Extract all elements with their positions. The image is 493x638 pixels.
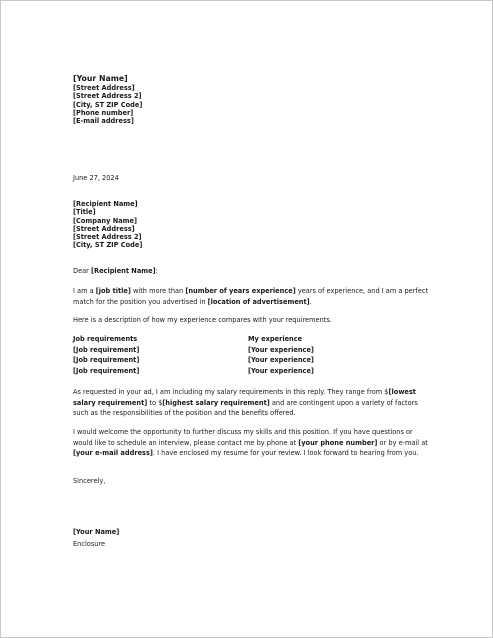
- sender-street[interactable]: [Street Address]: [73, 84, 135, 92]
- para3-text-2: to $: [147, 398, 163, 407]
- header-my-experience: My experience: [248, 335, 303, 343]
- recipient-name[interactable]: [Recipient Name]: [73, 200, 138, 208]
- letter-date[interactable]: June 27, 2024: [73, 174, 119, 182]
- table-row: [73, 345, 433, 356]
- email-field[interactable]: [your e-mail address]: [73, 449, 153, 458]
- paragraph-closing: [73, 427, 433, 459]
- job-requirement-cell[interactable]: [Job requirement]: [73, 367, 140, 376]
- salutation-suffix: :: [155, 267, 158, 275]
- table-row: [73, 355, 433, 366]
- salutation-name[interactable]: [Recipient Name]: [90, 267, 156, 275]
- paragraph-comparison: Here is a description of how my experience compares with your requirements.: [73, 316, 332, 324]
- recipient-title[interactable]: [Title]: [73, 208, 96, 217]
- para1-text-2: with more than: [130, 287, 186, 295]
- salutation: [73, 266, 433, 277]
- closing: Sincerely,: [73, 477, 106, 485]
- table-row: [73, 366, 433, 377]
- years-experience-field[interactable]: [number of years experience]: [185, 287, 296, 295]
- requirements-table: [73, 334, 433, 377]
- experience-cell[interactable]: [Your experience]: [248, 356, 314, 365]
- ad-location-field[interactable]: [location of advertisement]: [207, 297, 310, 306]
- para4-text-3: . I have enclosed my resume for your review. I look forward to hearing from you.: [152, 449, 419, 458]
- sender-block: [73, 74, 423, 125]
- highest-salary-field[interactable]: [highest salary requirement]: [162, 398, 270, 407]
- experience-cell[interactable]: [Your experience]: [248, 367, 314, 376]
- paragraph-intro: [73, 286, 433, 307]
- recipient-company[interactable]: [Company Name]: [73, 216, 138, 225]
- para4-text-1: I would welcome the opportunity to further discuss my skills and this position. If you have questions or would like to schedule an interview, please contact me by phone at: [73, 428, 413, 447]
- signature-name[interactable]: [Your Name]: [73, 528, 120, 536]
- sender-street2[interactable]: [Street Address 2]: [73, 92, 142, 101]
- job-requirement-cell[interactable]: [Job requirement]: [73, 356, 140, 365]
- enclosure-label: Enclosure: [73, 540, 106, 548]
- para3-text-1: As requested in your ad, I am including my salary requirements in this reply. They range from $: [73, 388, 389, 396]
- para1-text-3: years of experience, and I am a perfect match for the position you advertised in: [73, 287, 429, 306]
- lowest-salary-field[interactable]: [lowest salary requirement]: [73, 388, 416, 407]
- header-job-requirements: Job requirements: [73, 335, 138, 343]
- phone-number-field[interactable]: [your phone number]: [298, 438, 378, 447]
- job-requirement-cell[interactable]: [Job requirement]: [73, 345, 140, 354]
- job-title-field[interactable]: [job title]: [95, 287, 131, 295]
- para3-text-3: and are contingent upon a variety of factors such as the responsibilities of the position and the benefits offered.: [73, 398, 418, 418]
- para4-text-2: or by e-mail at: [377, 438, 428, 447]
- table-header-row: [73, 334, 433, 345]
- paragraph-salary: [73, 387, 433, 419]
- sender-phone[interactable]: [Phone number]: [73, 108, 134, 117]
- para1-text-1: I am a: [73, 287, 96, 295]
- sender-name[interactable]: [Your Name]: [73, 74, 128, 83]
- recipient-block: [73, 200, 142, 250]
- sender-city[interactable]: [City, ST ZIP Code]: [73, 100, 143, 109]
- experience-cell[interactable]: [Your experience]: [248, 345, 314, 354]
- salutation-prefix: Dear: [73, 267, 91, 275]
- recipient-city[interactable]: [City, ST ZIP Code]: [73, 241, 143, 250]
- sender-email[interactable]: [E-mail address]: [73, 117, 134, 126]
- recipient-street2[interactable]: [Street Address 2]: [73, 233, 142, 242]
- recipient-street[interactable]: [Street Address]: [73, 224, 135, 233]
- para1-text-4: .: [309, 297, 312, 306]
